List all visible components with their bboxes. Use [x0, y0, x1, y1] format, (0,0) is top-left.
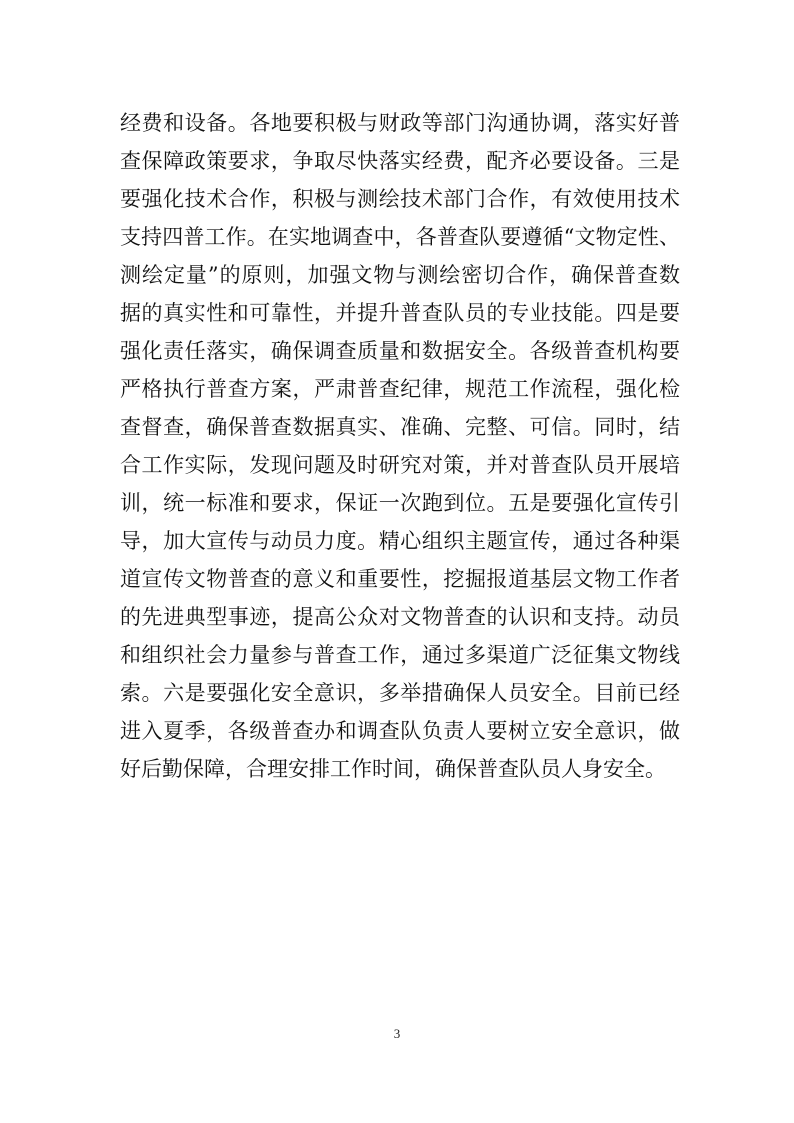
text-line: 的先进典型事迹，提高公众对文物普查的认识和支持。动员 [120, 605, 680, 629]
text-line: 训，统一标准和要求，保证一次跑到位。五是要强化宣传引 [120, 491, 680, 515]
text-line-last: 好后勤保障，合理安排工作时间，确保普查队员人身安全。 [120, 757, 666, 781]
text-line: 合工作实际，发现问题及时研究对策，并对普查队员开展培 [120, 453, 680, 477]
text-line: 索。六是要强化安全意识，多举措确保人员安全。目前已经 [120, 681, 680, 705]
text-line: 经费和设备。各地要积极与财政等部门沟通协调，落实好普 [120, 111, 680, 135]
text-line: 查督查，确保普查数据真实、准确、完整、可信。同时，结 [120, 415, 680, 439]
text-line: 严格执行普查方案，严肃普查纪律，规范工作流程，强化检 [120, 377, 680, 401]
text-line: 要强化技术合作，积极与测绘技术部门合作，有效使用技术 [120, 187, 680, 211]
text-line: 据的真实性和可靠性，并提升普查队员的专业技能。四是要 [120, 301, 680, 325]
text-line: 进入夏季，各级普查办和调查队负责人要树立安全意识，做 [120, 719, 680, 743]
text-line: 道宣传文物普查的意义和重要性，挖掘报道基层文物工作者 [120, 567, 680, 591]
text-line: 查保障政策要求，争取尽快落实经费，配齐必要设备。三是 [120, 149, 680, 173]
body-text [120, 104, 680, 788]
text-line: 支持四普工作。在实地调查中，各普查队要遵循“文物定性、 [120, 225, 680, 249]
text-line: 导，加大宣传与动员力度。精心组织主题宣传，通过各种渠 [120, 529, 680, 553]
text-line: 强化责任落实，确保调查质量和数据安全。各级普查机构要 [120, 339, 680, 363]
page-number: 3 [393, 1026, 401, 1041]
text-line: 测绘定量”的原则，加强文物与测绘密切合作，确保普查数 [120, 263, 680, 287]
text-line: 和组织社会力量参与普查工作，通过多渠道广泛征集文物线 [120, 643, 680, 667]
